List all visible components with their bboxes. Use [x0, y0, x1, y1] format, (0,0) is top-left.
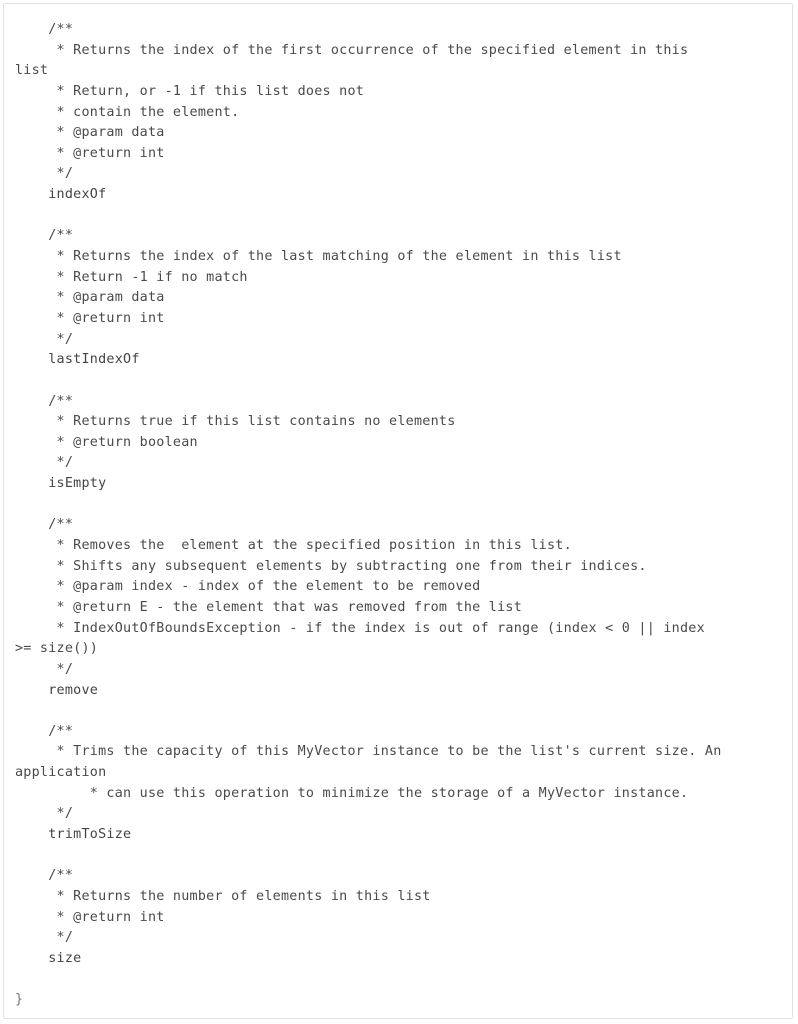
code-line: * @return int: [15, 310, 165, 326]
code-line: * Removes the element at the specified position in this list.: [15, 538, 572, 554]
code-line: * @param index - index of the element to be removed: [15, 579, 481, 595]
code-line: * can use this operation to minimize the storage of a MyVector instance.: [15, 785, 689, 801]
code-line: * Shifts any subsequent elements by subtracting one from their indices.: [15, 558, 647, 574]
method-name-indexof: indexOf: [15, 187, 107, 203]
code-line: */: [15, 930, 74, 946]
code-line: /**: [15, 22, 74, 37]
code-line: /**: [15, 517, 74, 533]
blank-line: [15, 206, 785, 227]
code-line: /**: [15, 393, 74, 409]
code-line: * Returns true if this list contains no elements: [15, 414, 456, 430]
code-line: */: [15, 166, 74, 182]
code-line: * Trims the capacity of this MyVector instance to be the list's current size. An: [15, 744, 722, 760]
code-line: /**: [15, 228, 74, 244]
closing-brace: }: [15, 992, 24, 1008]
code-line: * Returns the index of the first occurrence of the specified element in this: [15, 42, 689, 58]
code-line: >= size()): [15, 641, 99, 657]
blank-line: [15, 371, 785, 392]
code-line: * @return boolean: [15, 434, 198, 450]
code-line: /**: [15, 868, 74, 884]
code-line: * Return, or -1 if this list does not: [15, 83, 365, 99]
method-name-isempty: isEmpty: [15, 476, 107, 492]
code-line: */: [15, 455, 74, 471]
code-line: * contain the element.: [15, 104, 240, 120]
blank-line: [15, 969, 785, 990]
blank-line: [15, 846, 785, 867]
method-name-remove: remove: [15, 682, 99, 698]
code-line: */: [15, 806, 74, 822]
code-line: * Returns the index of the last matching of the element in this list: [15, 249, 622, 265]
code-line: * IndexOutOfBoundsException - if the index is out of range (index < 0 || index: [15, 620, 705, 636]
code-line: * @return int: [15, 145, 165, 161]
method-name-trimtosize: trimToSize: [15, 826, 132, 842]
code-line: application: [15, 765, 107, 781]
code-line: */: [15, 331, 74, 347]
code-line: * Return -1 if no match: [15, 269, 248, 285]
code-line: * @return int: [15, 909, 165, 925]
code-line: * Returns the number of elements in this list: [15, 888, 431, 904]
code-line: list: [15, 63, 49, 79]
code-line: * @param data: [15, 290, 165, 306]
code-block: [15, 20, 785, 1011]
blank-line: [15, 495, 785, 516]
code-line: /**: [15, 723, 74, 739]
method-name-lastindexof: lastIndexOf: [15, 352, 140, 368]
code-line: */: [15, 661, 74, 677]
method-name-size: size: [15, 950, 82, 966]
code-line: * @param data: [15, 125, 165, 141]
blank-line: [15, 701, 785, 722]
code-line: * @return E - the element that was removed from the list: [15, 599, 523, 615]
